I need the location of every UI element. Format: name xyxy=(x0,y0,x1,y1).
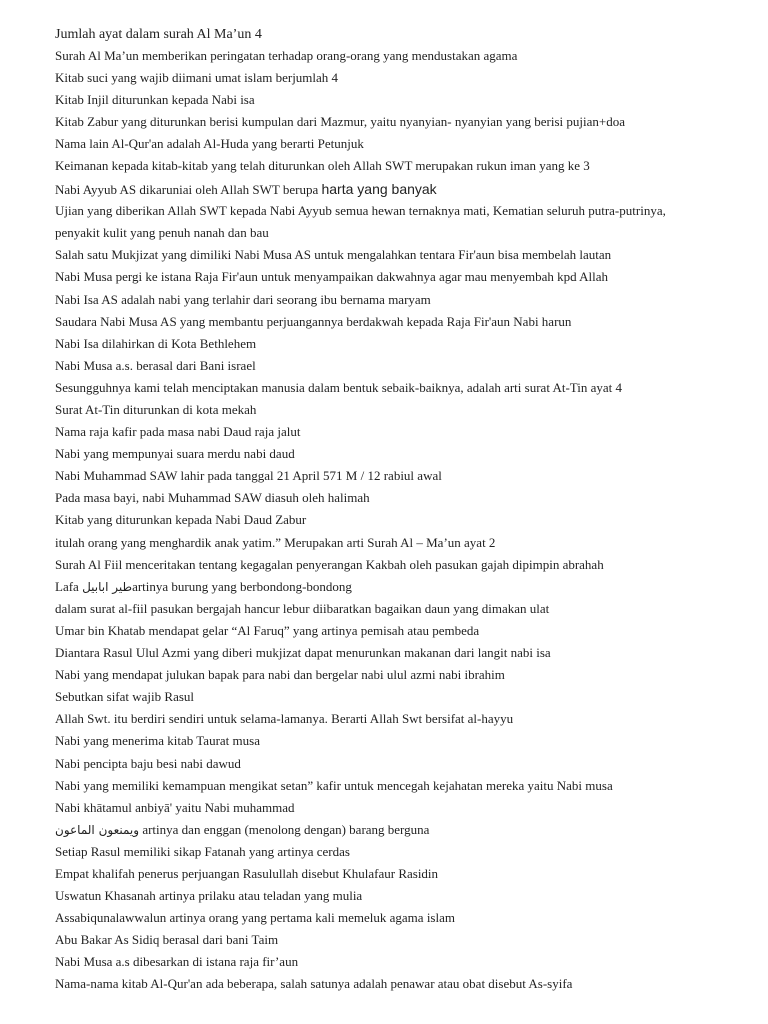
text-segment: artinya burung yang berbondong-bondong xyxy=(132,578,352,594)
text-line: Empat khalifah penerus perjuangan Rasulullah disebut Khulafaur Rasidin xyxy=(55,865,439,881)
text-line: Uswatun Khasanah artinya prilaku atau teladan yang mulia xyxy=(55,888,363,904)
text-segment: Nabi Ayyub AS dikaruniai oleh Allah SWT berupa xyxy=(55,181,322,197)
text-line: penyakit kulit yang penuh nanah dan bau xyxy=(55,225,269,241)
document-page xyxy=(55,24,755,996)
text-line: Nama-nama kitab Al-Qur'an ada beberapa, salah satunya adalah penawar atau obat disebut As-syifa xyxy=(55,976,573,992)
text-segment-sans: harta yang banyak xyxy=(321,180,437,197)
text-line: Nabi yang menerima kitab Taurat musa xyxy=(55,733,260,749)
text-line: Nabi yang mendapat julukan bapak para nabi dan bergelar nabi ulul azmi nabi ibrahim xyxy=(55,667,505,683)
text-line: Kitab Injil diturunkan kepada Nabi isa xyxy=(55,92,255,108)
text-line: dalam surat al-fiil pasukan bergajah hancur lebur diibaratkan bagaikan daun yang dimakan ulat xyxy=(55,600,550,616)
text-line: Abu Bakar As Sidiq berasal dari bani Taim xyxy=(55,932,279,948)
text-line: Pada masa bayi, nabi Muhammad SAW diasuh oleh halimah xyxy=(55,490,370,506)
text-line: Nabi yang memiliki kemampuan mengikat setan” kafir untuk mencegah kejahatan mereka yaitu Nabi musa xyxy=(55,777,613,793)
text-line: Nabi Musa pergi ke istana Raja Fir'aun untuk menyampaikan dakwahnya agar mau menyembah kpd Allah xyxy=(55,269,609,285)
text-line xyxy=(55,178,755,201)
text-line: Nabi pencipta baju besi nabi dawud xyxy=(55,755,241,771)
text-line xyxy=(55,576,755,598)
text-segment: Lafa xyxy=(55,578,83,594)
text-line: Keimanan kepada kitab-kitab yang telah diturunkan oleh Allah SWT merupakan rukun iman yang ke 3 xyxy=(55,158,590,174)
text-line: Umar bin Khatab mendapat gelar “Al Faruq” yang artinya pemisah atau pembeda xyxy=(55,622,480,638)
text-line: Nabi Isa dilahirkan di Kota Bethlehem xyxy=(55,335,257,351)
text-line: Nabi Muhammad SAW lahir pada tanggal 21 April 571 M / 12 rabiul awal xyxy=(55,468,442,484)
text-line: Nama lain Al-Qur'an adalah Al-Huda yang berarti Petunjuk xyxy=(55,136,364,152)
text-line: Ujian yang diberikan Allah SWT kepada Nabi Ayyub semua hewan ternaknya mati, Kematian seluruh putra-putrinya, xyxy=(55,203,666,219)
text-line: itulah orang yang menghardik anak yatim.” Merupakan arti Surah Al – Ma’un ayat 2 xyxy=(55,534,496,550)
text-segment: artinya dan enggan (menolong dengan) barang berguna xyxy=(139,821,430,837)
text-line: Assabiqunalawwalun artinya orang yang pertama kali memeluk agama islam xyxy=(55,910,455,926)
text-line: Nabi Musa a.s. berasal dari Bani israel xyxy=(55,357,256,373)
text-line: Saudara Nabi Musa AS yang membantu perjuangannya berdakwah kepada Raja Fir'aun Nabi harun xyxy=(55,313,572,329)
arabic-text: طير ابابيل xyxy=(82,579,133,594)
text-line: Nabi yang mempunyai suara merdu nabi daud xyxy=(55,446,295,462)
text-line: Surat At-Tin diturunkan di kota mekah xyxy=(55,402,257,417)
text-line: Sebutkan sifat wajib Rasul xyxy=(55,689,195,705)
text-line: Nabi Isa AS adalah nabi yang terlahir dari seorang ibu bernama maryam xyxy=(55,291,431,307)
text-line: Jumlah ayat dalam surah Al Ma’un 4 xyxy=(55,27,262,42)
text-line: Nabi khātamul anbiyā' yaitu Nabi muhammad xyxy=(55,799,295,815)
text-line: Diantara Rasul Ulul Azmi yang diberi mukjizat dapat menurunkan makanan dari langit nabi isa xyxy=(55,645,551,661)
text-line: Kitab suci yang wajib diimani umat islam berjumlah 4 xyxy=(55,70,339,86)
text-line: Sesungguhnya kami telah menciptakan manusia dalam bentuk sebaik-baiknya, adalah arti surat At-Tin ayat 4 xyxy=(55,379,623,395)
text-line: Salah satu Mukjizat yang dimiliki Nabi Musa AS untuk mengalahkan tentara Fir'aun bisa membelah lautan xyxy=(55,247,612,263)
text-line xyxy=(55,819,755,841)
text-line: Nama raja kafir pada masa nabi Daud raja jalut xyxy=(55,424,301,440)
text-line: Surah Al Fiil menceritakan tentang kegagalan penyerangan Kakbah oleh pasukan gajah dipimpin abrahah xyxy=(55,556,604,572)
text-line: Surah Al Ma’un memberikan peringatan terhadap orang-orang yang mendustakan agama xyxy=(55,48,518,63)
text-line: Kitab Zabur yang diturunkan berisi kumpulan dari Mazmur, yaitu nyanyian- nyanyian yang berisi pujian+doa xyxy=(55,114,625,130)
text-line: Nabi Musa a.s dibesarkan di istana raja fir’aun xyxy=(55,954,299,970)
text-line: Allah Swt. itu berdiri sendiri untuk selama-lamanya. Berarti Allah Swt bersifat al-hayyu xyxy=(55,711,514,727)
text-line: Setiap Rasul memiliki sikap Fatanah yang artinya cerdas xyxy=(55,843,350,859)
arabic-text: ويمنعون الماعون xyxy=(55,822,140,837)
text-line: Kitab yang diturunkan kepada Nabi Daud Zabur xyxy=(55,512,307,528)
